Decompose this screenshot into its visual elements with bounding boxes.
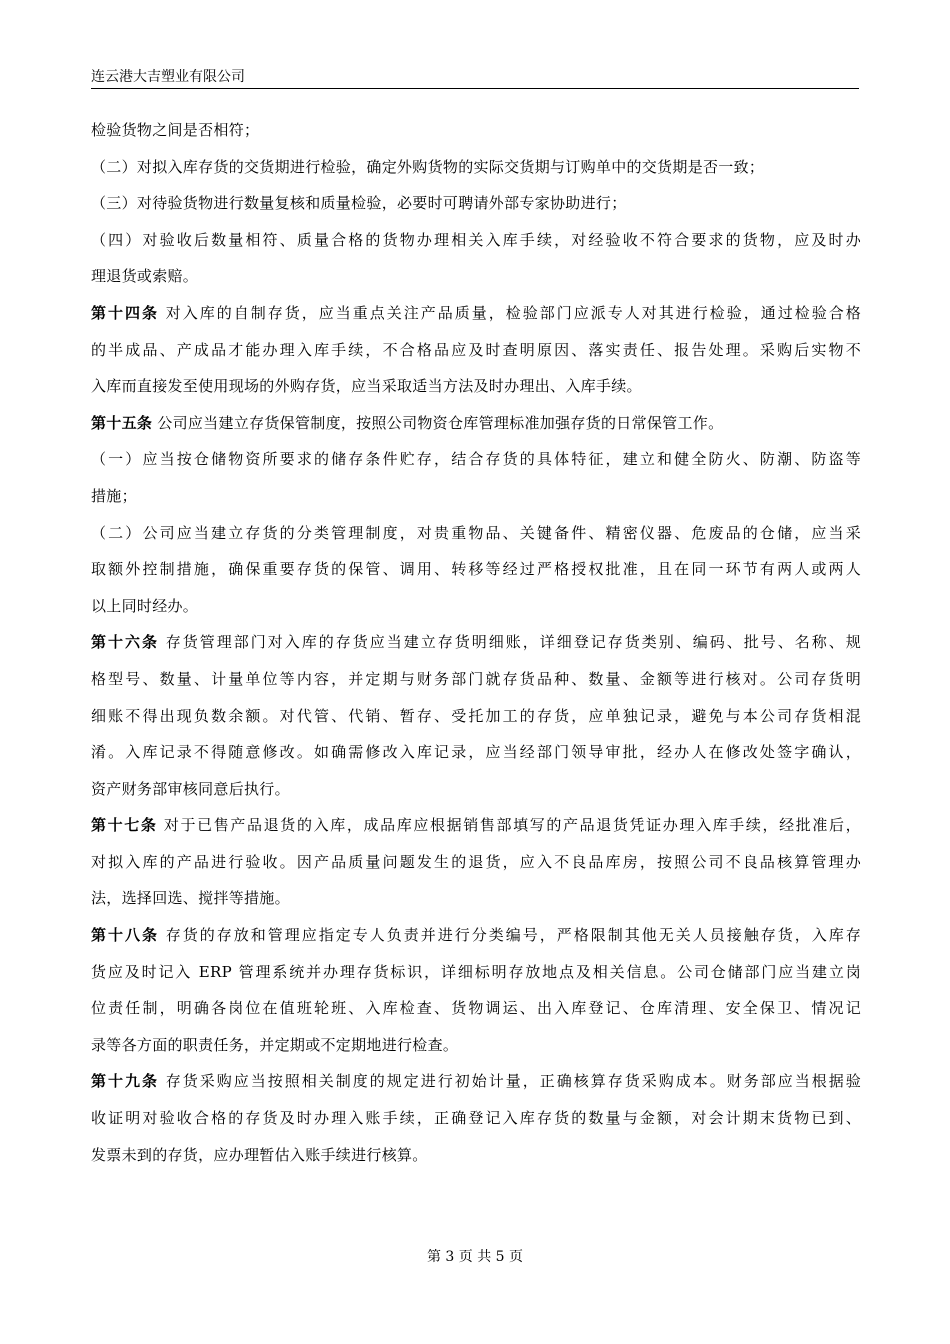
text-line xyxy=(91,521,861,558)
text-line xyxy=(91,118,861,155)
text-line xyxy=(91,594,861,631)
text-line xyxy=(91,264,861,301)
line-text: 位责任制，明确各岗位在值班轮班、入库检查、货物调运、出入库登记、仓库清理、安全保卫、情况记 xyxy=(91,999,861,1018)
text-line xyxy=(91,886,861,923)
line-text: 收证明对验收合格的存货及时办理入账手续，正确登记入库存货的数量与金额，对会计期末货物已到、 xyxy=(91,1109,861,1128)
document-body xyxy=(91,118,861,1179)
company-name: 连云港大吉塑业有限公司 xyxy=(91,69,245,85)
line-text: 理退货或索赔。 xyxy=(91,267,199,286)
line-text: 淆。入库记录不得随意修改。如确需修改入库记录，应当经部门领导审批，经办人在修改处签字确认， xyxy=(91,743,861,762)
line-text: 存货管理部门对入库的存货应当建立存货明细账，详细登记存货类别、编码、批号、名称、规 xyxy=(159,633,862,652)
line-text: （二）公司应当建立存货的分类管理制度，对贵重物品、关键备件、精密仪器、危废品的仓储，应当采 xyxy=(91,523,861,542)
line-text: 以上同时经办。 xyxy=(91,596,199,615)
line-text: 存货采购应当按照相关制度的规定进行初始计量，正确核算存货采购成本。财务部应当根据验 xyxy=(159,1072,862,1091)
text-line xyxy=(91,1106,861,1143)
article-heading: 第十八条 xyxy=(91,926,159,945)
line-text: 资产财务部审核同意后执行。 xyxy=(91,779,290,798)
line-text: 措施； xyxy=(91,486,137,505)
line-text: 录等各方面的职责任务，并定期或不定期地进行检查。 xyxy=(91,1035,459,1054)
text-line xyxy=(91,191,861,228)
line-text: 检验货物之间是否相符； xyxy=(91,121,260,139)
text-line xyxy=(91,996,861,1033)
text-line xyxy=(91,301,861,338)
line-text: 入库而直接发至使用现场的外购存货，应当采取适当方法及时办理出、入库手续。 xyxy=(91,377,642,396)
text-line xyxy=(91,960,861,997)
text-line xyxy=(91,557,861,594)
text-line xyxy=(91,411,861,448)
line-text: （三）对待验货物进行数量复核和质量检验，必要时可聘请外部专家协助进行； xyxy=(91,194,627,213)
text-line xyxy=(91,850,861,887)
line-text: 存货的存放和管理应指定专人负责并进行分类编号，严格限制其他无关人员接触存货，入库存 xyxy=(159,926,862,945)
text-line xyxy=(91,447,861,484)
text-line xyxy=(91,740,861,777)
article-heading: 第十四条 xyxy=(91,303,159,322)
line-text: 的半成品、产成品才能办理入库手续，不合格品应及时查明原因、落实责任、报告处理。采购后实物不 xyxy=(91,340,861,359)
text-line xyxy=(91,813,861,850)
text-line xyxy=(91,1033,861,1070)
article-heading: 第十七条 xyxy=(91,816,158,835)
page-number: 第 3 页 共 5 页 xyxy=(426,1249,524,1265)
text-line xyxy=(91,704,861,741)
line-text: 货应及时记入 ERP 管理系统并办理存货标识，详细标明存放地点及相关信息。公司仓储部门应当建立岗 xyxy=(91,962,861,981)
text-line xyxy=(91,338,861,375)
line-text: 发票未到的存货，应办理暂估入账手续进行核算。 xyxy=(91,1145,428,1164)
text-line xyxy=(91,923,861,960)
line-text: 取额外控制措施，确保重要存货的保管、调用、转移等经过严格授权批准，且在同一环节有两人或两人 xyxy=(91,560,861,579)
text-line xyxy=(91,777,861,814)
line-text: 公司应当建立存货保管制度，按照公司物资仓库管理标准加强存货的日常保管工作。 xyxy=(152,413,724,432)
text-line xyxy=(91,155,861,192)
text-line xyxy=(91,1069,861,1106)
line-text: 细账不得出现负数余额。对代管、代销、暂存、受托加工的存货，应单独记录，避免与本公司存货相混 xyxy=(91,706,861,725)
line-text: （二）对拟入库存货的交货期进行检验，确定外购货物的实际交货期与订购单中的交货期是否一致； xyxy=(91,157,765,176)
text-line xyxy=(91,374,861,411)
article-heading: 第十六条 xyxy=(91,633,159,652)
line-text: （一）应当按仓储物资所要求的储存条件贮存，结合存货的具体特征，建立和健全防火、防潮、防盗等 xyxy=(91,450,861,469)
line-text: （四）对验收后数量相符、质量合格的货物办理相关入库手续，对经验收不符合要求的货物，应及时办 xyxy=(91,230,861,249)
line-text: 格型号、数量、计量单位等内容，并定期与财务部门就存货品种、数量、金额等进行核对。公司存货明 xyxy=(91,669,861,688)
line-text: 对拟入库的产品进行验收。因产品质量问题发生的退货，应入不良品库房，按照公司不良品核算管理办 xyxy=(91,852,861,871)
article-heading: 第十九条 xyxy=(91,1072,159,1091)
text-line xyxy=(91,1143,861,1180)
line-text: 对入库的自制存货，应当重点关注产品质量，检验部门应派专人对其进行检验，通过检验合格 xyxy=(159,303,862,322)
line-text: 对于已售产品退货的入库，成品库应根据销售部填写的产品退货凭证办理入库手续，经批准后， xyxy=(157,816,861,835)
text-line xyxy=(91,667,861,704)
article-heading: 第十五条 xyxy=(91,413,153,432)
text-line xyxy=(91,484,861,521)
text-line xyxy=(91,228,861,265)
text-line xyxy=(91,630,861,667)
page-header xyxy=(91,64,859,89)
line-text: 法，选择回选、搅拌等措施。 xyxy=(91,889,290,908)
